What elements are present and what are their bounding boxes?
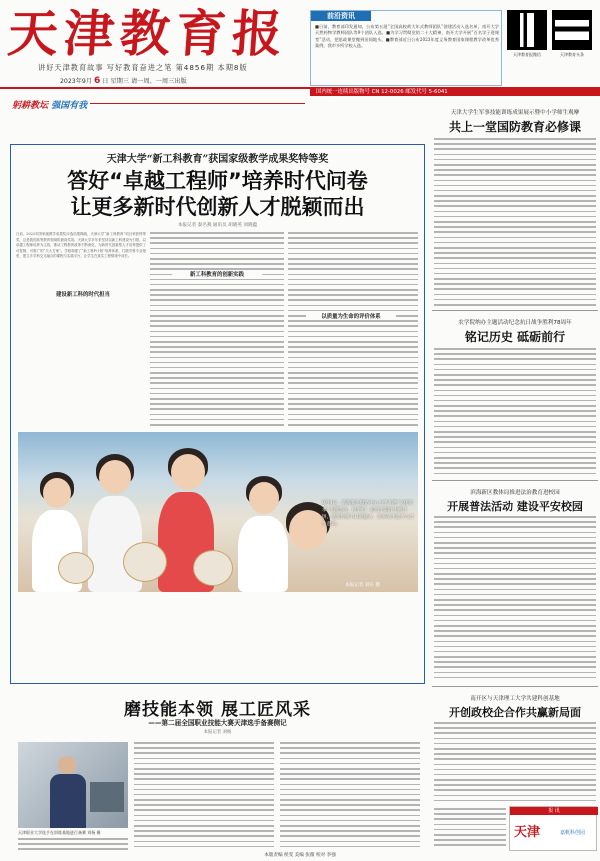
issue-date [60,76,187,86]
main-article-headline-2: 让更多新时代创新人才脱颖而出 [70,195,365,219]
main-article-col-1: 日前，2022年国家级教学成果奖评选结果揭晓，天津大学“新工科教育”项目荣获特等奖，这是我国高等教育领域的最高奖项。天津大学多年来坚持以新工科建设为引领，以卓越工程师培养为主线，推动工程教育改革不断深化，为新时代创新型人才培养提供了可复制、可推广的“天大方案”。学校构建了“新工科F计划”培养体系，打破学科专业壁垒，建立多学科交叉融合的课程与实践平台，让学生在真实工程情境中成长。 [16,232,146,259]
skill-article-subhead: ——第二届全国职业技能大赛天津选手备赛侧记 [148,719,287,727]
ad-brand-sub: 嘉帆科创园 [560,830,586,836]
qr-left-label: 天津教育报微信 [513,52,541,57]
main-article-kicker: 天津大学“新工科教育”获国家级教学成果奖特等奖 [106,154,329,165]
mooncake-plate [193,550,233,586]
section-tag-a: 躬耕教坛 [12,101,49,111]
qr-right-label: 天津教育头条 [560,52,584,57]
mooncake-plate [123,542,167,582]
issue-suffix: 日 星期三 请一周、一周三出版 [102,78,187,85]
skill-article-col-1-tail [18,838,128,852]
ad-bar: 报 讯 [510,807,598,815]
right-article-b-text [434,348,596,478]
section-tag-b: 强国有我 [51,101,88,111]
skill-article-byline: 本报记者 刘杨 [203,730,232,735]
child-face [249,482,279,514]
right-article-a-headline: 共上一堂国防教育必修课 [448,120,581,134]
skill-article-headline: 磨技能本领 展工匠风采 [124,700,311,720]
issue-prefix: 2023年9月 [60,78,93,85]
right-article-c-headline: 开展普法活动 建设平安校园 [447,500,583,513]
skill-photo-caption: 天津职业大学选手在训练基地进行备赛 刘杨 摄 [18,830,101,835]
right-article-a-kicker: 天津大学生军事技能训练成果展示暨中小学师生观摩 [450,110,580,116]
subhead-3: 以质量为生命的评价体系 [306,312,396,320]
child-body [238,516,288,592]
photo-caption: 9月4日，滨海新区塘沽中心小学开展“文化传承”主题活动，同学们一起动手制作中秋月饼，感受传统节日的魅力，培养动手能力与合作意识。 [322,501,414,527]
worker-head [58,756,76,774]
right-article-c-text [434,516,596,682]
masthead-title: 天津教育报 [5,4,291,63]
skill-article-col-3 [280,742,420,850]
right-divider-3 [432,686,598,687]
section-line [90,103,305,104]
qr-code-left [507,10,547,50]
right-divider-1 [432,310,598,311]
right-article-b-kicker: 农学院纳办主题活动纪念抗日战争胜利78周年 [458,320,572,326]
main-article-byline: 本报记者 秦名燕 通讯员 胡晓英 刘晓蕴 [177,223,258,228]
child-face [43,478,71,508]
subhead-1: 建设新工科的时代担当 [38,290,128,298]
qr-code-right [552,10,592,50]
right-article-a-text [434,138,596,308]
news-brief-box [310,10,502,86]
main-article-col-2 [150,232,284,428]
child-face [99,460,131,494]
right-divider-2 [432,480,598,481]
advertisement [509,806,597,851]
masthead-slogan: 讲好天津教育故事 写好教育奋进之笔 第4856期 本期8版 [38,63,248,72]
skill-article-col-2 [134,742,274,850]
worker-body [50,774,86,828]
main-article-col-3 [288,232,418,428]
mooncake-plate [58,552,94,584]
news-brief-text: ■日前，教育部印发通知，公布第五批“全国高校黄大年式教师团队”创建活动入选名单，南开大学天然药物学教师团队等9个团队入选。■为学习贯彻党的二十大精神，南开大学开展“百名学子进课堂”活动，把思政课堂搬到田间地头。■教育部近日公布2023年度义务教育国家课程教学改革优秀案例，我市多所学校入选。 [315,24,499,49]
section-tag [12,98,87,111]
subhead-2: 新工科教育的创新实践 [172,270,262,278]
right-article-c-kicker: 滨海新区教体局推进法治教育进校园 [470,490,560,496]
main-article-headline-1: 答好“卓越工程师”培养时代问卷 [67,169,368,193]
right-article-b-headline: 铭记历史 砥砺前行 [464,330,566,344]
machine [90,782,124,812]
page-footer: 本版责编 侯雯 美编 张薇 校对 李强 [264,853,336,858]
news-brief-tag: 前沿资讯 [311,11,371,21]
issue-day: 6 [94,76,101,86]
right-article-d-text-tail [434,808,506,850]
right-article-d-headline: 开创政校企合作共赢新局面 [449,706,581,719]
child-face [171,454,205,490]
masthead-red-bar: 国内统一连续出版物号 CN 12-0026 邮发代号 5-6041 [310,88,600,96]
skill-photo-training [18,742,128,828]
ad-brand: 天津 [514,825,541,840]
right-article-d-text [434,722,596,804]
right-article-d-kicker: 南开区与天津理工大学共建科创基地 [470,696,560,702]
photo-credit: 本报记者 刘东 摄 [345,583,381,588]
